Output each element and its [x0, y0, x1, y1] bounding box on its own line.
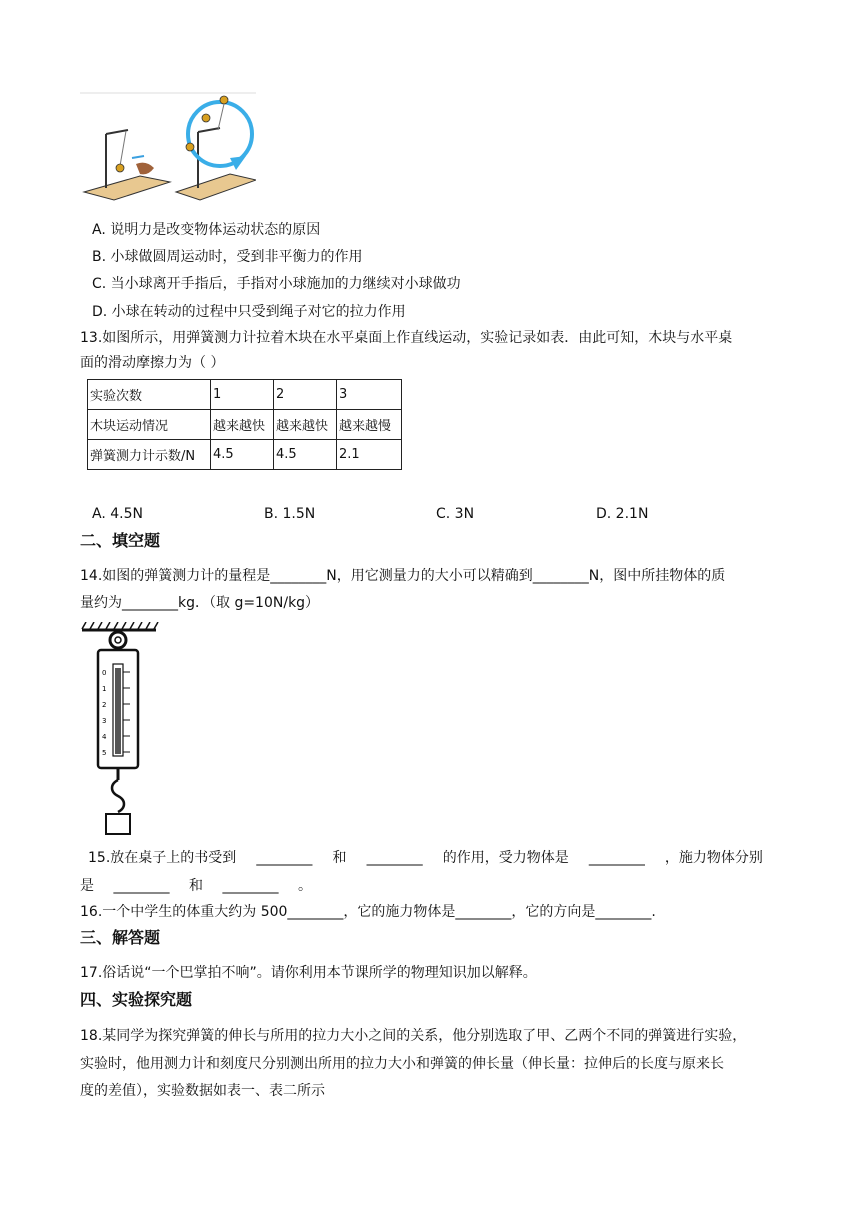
q15-blank: ________	[588, 850, 645, 866]
q14-text-line2: 量约为________kg．（取 g=10N/kg）	[80, 595, 320, 611]
q13-option-d: D. 2.1N	[596, 506, 649, 522]
q15-text-part: 15.放在桌子上的书受到	[88, 850, 237, 866]
q18-text-line2: 实验时，他用测力计和刻度尺分别测出所用的拉力大小和弹簧的伸长量（伸长量：拉伸后的长度与原来长	[80, 1056, 724, 1072]
table-row	[88, 410, 402, 440]
q15-text-line1	[88, 848, 763, 868]
scale-tick-label: 5	[102, 749, 107, 757]
q12-option-a: A. 说明力是改变物体运动状态的原因	[92, 222, 321, 238]
table-cell: 越来越慢	[337, 410, 402, 440]
table-cell: 4.5	[211, 440, 274, 470]
q15-text-part: 和	[332, 850, 347, 866]
scale-tick-label: 0	[102, 669, 107, 677]
q16-text-line1: 16.一个中学生的体重大约为 500________，它的施力物体是________，它的方向是________.	[80, 904, 656, 920]
q12-option-c: C. 当小球离开手指后，手指对小球施加的力继续对小球做功	[92, 276, 461, 292]
table-cell: 实验次数	[88, 380, 211, 410]
scale-tick-label: 1	[102, 685, 107, 693]
q13-text-line1: 13.如图所示，用弹簧测力计拉着木块在水平桌面上作直线运动，实验记录如表．由此可知，木块与水平桌	[80, 330, 733, 346]
q14-text-line1: 14.如图的弹簧测力计的量程是________N，用它测量力的大小可以精确到________N，图中所挂物体的质	[80, 568, 726, 584]
table-cell: 木块运动情况	[88, 410, 211, 440]
table-cell: 1	[211, 380, 274, 410]
q15-text-part: 和	[189, 878, 203, 894]
q15-text-part: 是	[80, 878, 94, 894]
q13-option-b: B. 1.5N	[264, 506, 316, 522]
q13-option-c: C. 3N	[436, 506, 475, 522]
table-row	[88, 380, 402, 410]
q12-option-b: B. 小球做圆周运动时，受到非平衡力的作用	[92, 249, 363, 265]
q18-text-line3: 度的差值），实验数据如表一、表二所示	[80, 1083, 325, 1099]
q15-text-part: ，施力物体分别	[664, 850, 763, 866]
q15-text-part: 的作用，受力物体是	[442, 850, 569, 866]
table-cell: 弹簧测力计示数/N	[88, 440, 211, 470]
table-cell: 2.1	[337, 440, 402, 470]
scale-tick-label: 4	[102, 733, 107, 741]
q15-blank: ________	[113, 878, 170, 894]
section-heading-answer: 三、解答题	[80, 928, 161, 947]
table-cell: 越来越快	[274, 410, 337, 440]
table-cell: 4.5	[274, 440, 337, 470]
table-cell: 3	[337, 380, 402, 410]
q15-blank: ________	[366, 850, 423, 866]
table-row	[88, 440, 402, 470]
table-cell: 越来越快	[211, 410, 274, 440]
section-heading-experiment: 四、实验探究题	[80, 990, 193, 1009]
q13-text-line2: 面的滑动摩擦力为（ ）	[80, 355, 225, 371]
table-cell: 2	[274, 380, 337, 410]
q17-text-line1: 17.俗话说“一个巴掌拍不响”。请你利用本节课所学的物理知识加以解释。	[80, 965, 537, 981]
q13-option-a: A. 4.5N	[92, 506, 143, 522]
q15-blank: ________	[222, 878, 279, 894]
pendulum-figure	[80, 92, 256, 206]
q18-text-line1: 18.某同学为探究弹簧的伸长与所用的拉力大小之间的关系，他分别选取了甲、乙两个不同的弹簧进行实验，	[80, 1028, 747, 1044]
spring-scale-figure	[80, 622, 160, 836]
q15-blank: ________	[256, 850, 313, 866]
section-heading-fill: 二、填空题	[80, 531, 161, 550]
scale-tick-label: 2	[102, 701, 107, 709]
q13-data-table	[87, 379, 402, 470]
scale-tick-label: 3	[102, 717, 107, 725]
q15-text-part: 。	[298, 878, 312, 894]
q15-text-line2	[80, 876, 312, 896]
q12-option-d: D. 小球在转动的过程中只受到绳子对它的拉力作用	[92, 304, 406, 320]
